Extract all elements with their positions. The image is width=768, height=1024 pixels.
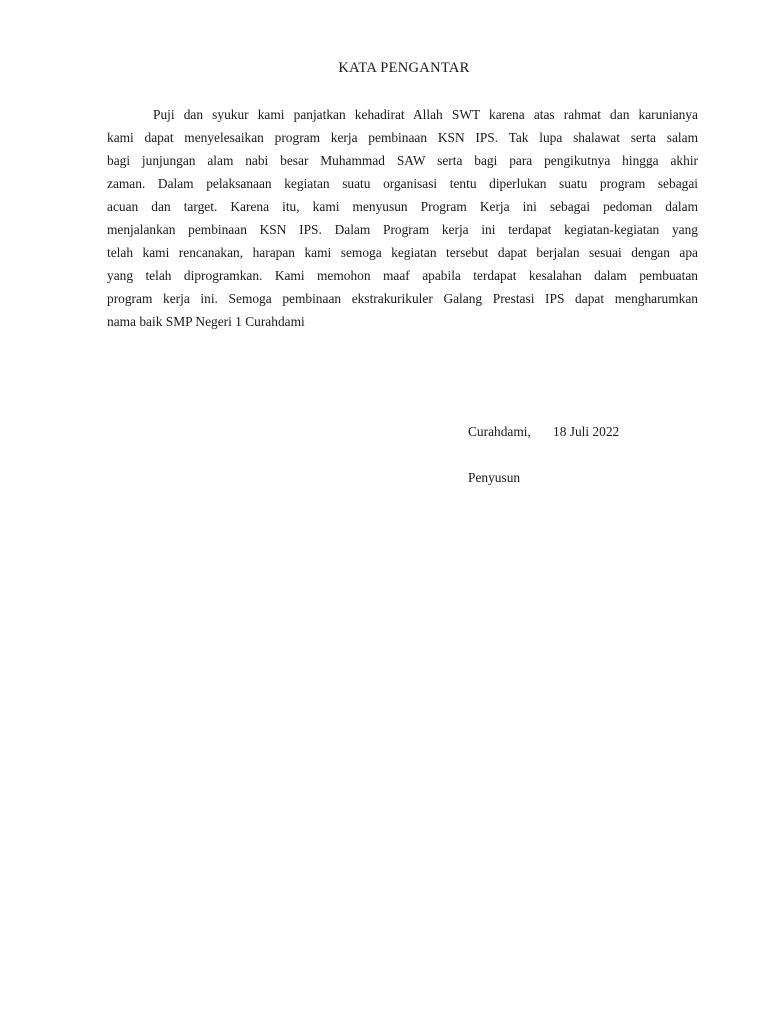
signature-city: Curahdami, <box>468 424 531 439</box>
paragraph-line: telah kami rencanakan, harapan kami semoga kegiatan tersebut dapat berjalan sesuai dengan apa <box>107 245 698 260</box>
signature-place-date <box>468 424 619 440</box>
paragraph-line: kami dapat menyelesaikan program kerja pembinaan KSN IPS. Tak lupa shalawat serta salam <box>107 130 698 145</box>
body-paragraph <box>107 103 698 333</box>
paragraph-line: program kerja ini. Semoga pembinaan ekstrakurikuler Galang Prestasi IPS dapat mengharumkan <box>107 291 698 306</box>
paragraph-line: Puji dan syukur kami panjatkan kehadirat Allah SWT karena atas rahmat dan karunianya <box>153 107 698 122</box>
page-title: KATA PENGANTAR <box>338 60 470 76</box>
paragraph-line: menjalankan pembinaan KSN IPS. Dalam Program kerja ini terdapat kegiatan-kegiatan yang <box>107 222 698 237</box>
paragraph-line: zaman. Dalam pelaksanaan kegiatan suatu organisasi tentu diperlukan suatu program sebagai <box>107 176 698 191</box>
paragraph-line: nama baik SMP Negeri 1 Curahdami <box>107 314 305 329</box>
paragraph-line: yang telah diprogramkan. Kami memohon maaf apabila terdapat kesalahan dalam pembuatan <box>107 268 698 283</box>
signature-role: Penyusun <box>468 470 521 485</box>
paragraph-line: bagi junjungan alam nabi besar Muhammad SAW serta bagi para pengikutnya hingga akhir <box>107 153 698 168</box>
paragraph-line: acuan dan target. Karena itu, kami menyusun Program Kerja ini sebagai pedoman dalam <box>107 199 698 214</box>
signature-date: 18 Juli 2022 <box>553 424 620 439</box>
